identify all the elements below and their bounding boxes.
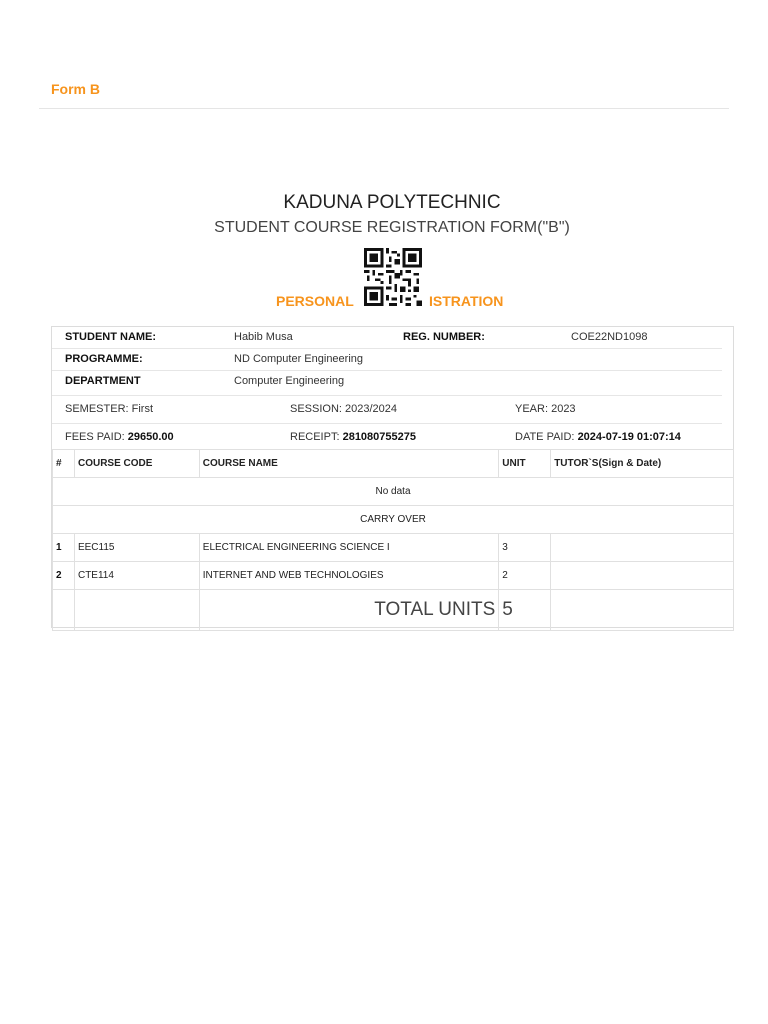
total-row	[53, 590, 734, 631]
department-row	[52, 371, 722, 396]
no-data-text: No data	[53, 478, 734, 506]
receipt-label: RECEIPT:	[290, 431, 340, 443]
fees-label: FEES PAID:	[65, 431, 125, 443]
tutor-sign	[551, 562, 734, 590]
total-units-label: TOTAL UNITS	[199, 590, 498, 631]
table-row	[53, 562, 734, 590]
course-name: INTERNET AND WEB TECHNOLOGIES	[199, 562, 498, 590]
table-header-row	[53, 450, 734, 478]
student-name-row	[52, 327, 722, 349]
courses-table	[52, 449, 734, 631]
year	[515, 403, 576, 415]
semester-row	[52, 396, 722, 424]
payment-row	[52, 424, 722, 449]
year-value: 2023	[551, 403, 576, 415]
fees-value: 29650.00	[127, 431, 174, 443]
section-label-right: ISTRATION	[429, 293, 504, 309]
form-b-tab[interactable]: Form B	[51, 81, 100, 97]
total-empty-cell	[53, 590, 75, 631]
total-units-value: 5	[499, 590, 551, 631]
semester	[65, 403, 153, 415]
header-tutor: TUTOR`S(Sign & Date)	[551, 450, 734, 478]
session-value: 2023/2024	[345, 403, 398, 415]
header-number: #	[53, 450, 75, 478]
year-label: YEAR:	[515, 403, 549, 415]
course-name: ELECTRICAL ENGINEERING SCIENCE I	[199, 534, 498, 562]
programme-value: ND Computer Engineering	[234, 353, 364, 365]
row-number: 2	[53, 562, 75, 590]
student-name-label: STUDENT NAME:	[65, 331, 157, 343]
empty-row	[53, 478, 734, 506]
date-paid	[515, 431, 681, 443]
receipt	[290, 431, 416, 443]
department-label: DEPARTMENT	[65, 375, 141, 387]
section-label-left: PERSONAL	[276, 293, 354, 309]
header-course-name: COURSE NAME	[199, 450, 498, 478]
qr-code	[362, 248, 424, 306]
date-value: 2024-07-19 01:07:14	[577, 431, 681, 443]
table-row	[53, 534, 734, 562]
divider	[39, 108, 729, 109]
receipt-value: 281080755275	[342, 431, 416, 443]
carry-over-row	[53, 506, 734, 534]
fees-paid	[65, 431, 174, 443]
reg-number-value: COE22ND1098	[571, 331, 648, 343]
course-code: CTE114	[74, 562, 199, 590]
semester-value: First	[131, 403, 154, 415]
session-label: SESSION:	[290, 403, 342, 415]
semester-label: SEMESTER:	[65, 403, 129, 415]
total-empty-cell	[74, 590, 199, 631]
course-unit: 2	[499, 562, 551, 590]
form-title: STUDENT COURSE REGISTRATION FORM("B")	[214, 219, 570, 236]
total-empty-cell	[551, 590, 734, 631]
header-course-code: COURSE CODE	[74, 450, 199, 478]
date-label: DATE PAID:	[515, 431, 575, 443]
header-unit: UNIT	[499, 450, 551, 478]
tutor-sign	[551, 534, 734, 562]
course-code: EEC115	[74, 534, 199, 562]
programme-label: PROGRAMME:	[65, 353, 143, 365]
student-name-value: Habib Musa	[234, 331, 293, 343]
session	[290, 403, 397, 415]
programme-row	[52, 349, 722, 371]
department-value: Computer Engineering	[234, 375, 345, 387]
row-number: 1	[53, 534, 75, 562]
course-unit: 3	[499, 534, 551, 562]
carry-over-label: CARRY OVER	[53, 506, 734, 534]
registration-form	[51, 326, 734, 628]
reg-number-label: REG. NUMBER:	[403, 331, 485, 343]
section-heading	[276, 248, 516, 310]
institution-title: KADUNA POLYTECHNIC	[283, 192, 501, 213]
